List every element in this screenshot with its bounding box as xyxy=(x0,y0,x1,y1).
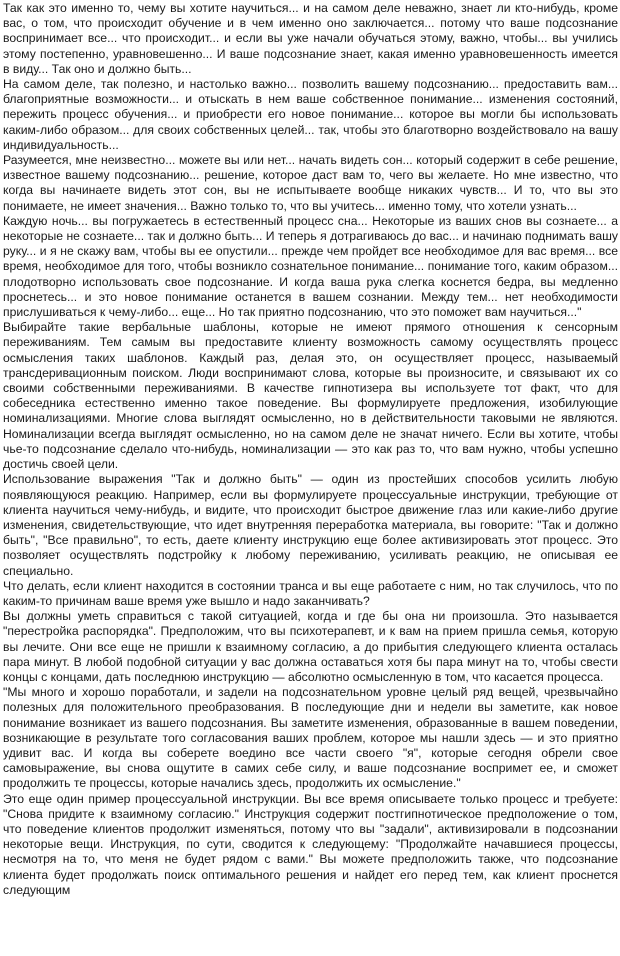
paragraph: Что делать, если клиент находится в состоянии транса и вы еще работаете с ним, но так случилось, что по каким-то причинам ваше время уже вышло и надо заканчивать? xyxy=(3,578,618,608)
paragraph: Выбирайте такие вербальные шаблоны, которые не имеют прямого отношения к сенсорным переживаниям. Тем самым вы предоставите клиенту возможность самому осуществлять процесс осмысления таких шаблонов. Каждый раз, делая это, он осуществляет процесс, называемый трансдеривационным поиском. Люди воспринимают слова, которые вы произносите, и связывают их со своими собственными переживаниями. В качестве гипнотизера вы используете тот факт, что для собеседника естественно именно такое поведение. Вы формулируете предложения, изобилующие номинализациями. Многие слова выглядят осмысленно, но в действительности таковыми не являются. Номинализации всегда выглядят осмысленно, но на самом деле не значат ничего. Если вы хотите, чтобы чье-то подсознание сделало что-нибудь, номинализации — это как раз то, что вам нужно, чтобы успешно достичь своей цели. xyxy=(3,320,618,472)
paragraph: На самом деле, так полезно, и настолько важно... позволить вашему подсознанию... предоставить вам... благоприятные возможности... и отыскать в нем ваше собственное понимание... изменения состояний, пережить процесс обучения... и приобрести его новое понимание... которое вы могли бы использовать каким-либо образом... для своих собственных целей... так, чтобы это благотворно воздействовало на вашу индивидуальность... xyxy=(3,77,618,152)
paragraph: Это еще один пример процессуальной инструкции. Вы все время описываете только процесс и требуете: "Снова придите к взаимному согласию." Инструкция содержит постгипнотическое предположение о том, что поведение клиентов продолжит изменяться, потому что вы "задали", активизировали в подсознании некоторые вещи. Инструкция, по сути, сводится к следующему: "Продолжайте начавшиеся процессы, несмотря на то, что меня не будет рядом с вами." Вы можете предположить также, что подсознание клиента будет продолжать поиск оптимального решения и найдет его перед тем, как клиент проснется следующим xyxy=(3,791,618,897)
paragraph: "Мы много и хорошо поработали, и задели на подсознательном уровне целый ряд вещей, чрезвычайно полезных для положительного преобразования. В последующие дни и недели вы заметите, как новое понимание возникает из вашего подсознания. Вы заметите изменения, образованные в вашем поведении, возникающие в результате того согласования ваших проблем, которое мы нашли здесь — и это приятно удивит вас. И когда вы соберете воедино все части своего "я", которые сегодня обрели свое самовыражение, вы снова ощутите в самих себе силу, и ваше подсознание воспримет ее, и сможет продолжить те процессы, которые начались здесь, продолжить их осмысление." xyxy=(3,685,618,791)
paragraph: Каждую ночь... вы погружаетесь в естественный процесс сна... Некоторые из ваших снов вы сознаете... а некоторые не сознаете... так и должно быть... И теперь я дотрагиваюсь до вас... и начинаю поднимать вашу руку... и я не скажу вам, чтобы вы ее опустили... прежде чем пройдет все необходимое для вас время... все время, необходимое для того, чтобы возникло сознательное понимание... понимание того, каким образом... плодотворно использовать свое подсознание. И когда ваша рука слегка коснется бедра, вы медленно проснетесь... и это новое понимание останется в вашем сознании. Между тем... нет необходимости прислушиваться к чему-либо... еще... Но так приятно подсознанию, что это поможет вам научиться..." xyxy=(3,213,618,320)
paragraph: Разумеется, мне неизвестно... можете вы или нет... начать видеть сон... который содержит в себе решение, известное вашему подсознанию... решение, которое даст вам то, чего вы желаете. Но мне известно, что когда вы начинаете видеть этот сон, вы не испытываете вообще никаких чувств... И то, что вы это понимаете, не имеет значения... Важно только то, что вы учитесь... именно тому, что хотели узнать... xyxy=(3,153,618,213)
paragraph: Вы должны уметь справиться с такой ситуацией, когда и где бы она ни произошла. Это называется "перестройка распорядка". Предположим, что вы психотерапевт, и к вам на прием пришла семья, которую вы лечите. Они все еще не пришли к взаимному согласию, а до прибытия следующего клиента осталась пара минут. В любой подобной ситуации у вас должна оставаться хотя бы пара минут на то, чтобы свести концы с концами, дать последнюю инструкцию — абсолютно осмысленную в том, что касается процесса. xyxy=(3,609,618,684)
paragraph: Так как это именно то, чему вы хотите научиться... и на самом деле неважно, знает ли кто-нибудь, кроме вас, о том, что происходит обучение и в чем именно оно заключается... потому что ваше подсознание воспринимает все... что происходит... и если вы уже начали обучаться этому, важно, чтобы... вы учились этому постепенно, уравновешенно... И ваше подсознание знает, какая именно уравновешенность имеется в виду... Так оно и должно быть... xyxy=(3,1,618,76)
paragraph: Использование выражения "Так и должно быть" — один из простейших способов усилить любую появляющуюся реакцию. Например, если вы формулируете процессуальные инструкции, требующие от клиента научиться чему-нибудь, и видите, что происходит быстрое движение глаз или какие-либо другие изменения, свидетельствующие, что идет внутренняя переработка материала, вы говорите: "Так и должно быть", "Все правильно", то есть, даете клиенту инструкцию еще более активизировать этот процесс. Это позволяет осуществлять подстройку к любому переживанию, усиливать реакцию, не описывая ее специально. xyxy=(3,472,618,578)
